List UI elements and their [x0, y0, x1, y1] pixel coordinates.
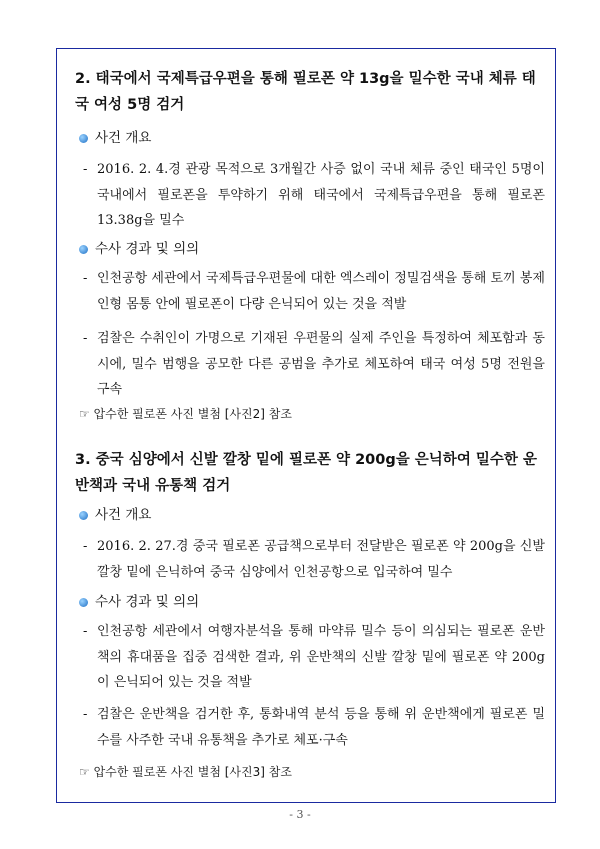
bullet-icon	[79, 134, 88, 143]
section-3-overview-label: 사건 개요	[79, 505, 151, 525]
section-3-overview-item: - 2016. 2. 27.경 중국 필로폰 공급책으로부터 전달받은 필로폰 약 200g을 신발 깔창 밑에 은닉하여 중국 심양에서 인천공항으로 입국하여 밀수	[83, 539, 545, 580]
bullet-icon	[79, 245, 88, 254]
section-2-investigation-item-2: - 검찰은 수취인이 가명으로 기재된 우편물의 실제 주인을 특정하여 체포함과 동시에, 밀수 범행을 공모한 다른 공범을 추가로 체포하여 태국 여성 5명 전원을 구속	[83, 331, 545, 397]
bullet-icon	[79, 598, 88, 607]
section-3-heading: 3. 중국 심양에서 신발 깔창 밑에 필로폰 약 200g을 은닉하여 밀수한 운반책과 국내 유통책 검거	[75, 452, 537, 494]
section-3-investigation-item-2: - 검찰은 운반책을 검거한 후, 통화내역 분석 등을 통해 위 운반책에게 필로폰 밀수를 사주한 국내 유통책을 추가로 체포·구속	[83, 707, 545, 748]
page-number: - 3 -	[289, 808, 311, 821]
section-2-overview-item: - 2016. 2. 4.경 관광 목적으로 3개월간 사증 없이 국내 체류 중인 태국인 5명이 국내에서 필로폰을 투약하기 위해 태국에서 국제특급우편을 통해 필로폰 13.38g을 밀수	[83, 162, 545, 228]
bullet-icon	[79, 511, 88, 520]
section-3-photo-note: ☞ 압수한 필로폰 사진 별첨 [사진3] 참조	[79, 765, 292, 779]
section-2-overview-label: 사건 개요	[79, 128, 151, 148]
section-3-investigation-item-1: - 인천공항 세관에서 여행자분석을 통해 마약류 밀수 등이 의심되는 필로폰 운반책의 휴대품을 집중 검색한 결과, 위 운반책의 신발 깔창 밑에 필로폰 약 200g이 은닉되어 있는 것을 적발	[83, 624, 545, 690]
section-2-investigation-label: 수사 경과 및 의의	[79, 239, 199, 259]
section-3-investigation-label: 수사 경과 및 의의	[79, 592, 199, 612]
section-2-heading: 2. 태국에서 국제특급우편을 통해 필로폰 약 13g을 밀수한 국내 체류 태국 여성 5명 검거	[75, 71, 536, 113]
section-2-photo-note: ☞ 압수한 필로폰 사진 별첨 [사진2] 참조	[79, 407, 292, 421]
section-2-investigation-item-1: - 인천공항 세관에서 국제특급우편물에 대한 엑스레이 정밀검색을 통해 토끼 봉제인형 몸통 안에 필로폰이 다량 은닉되어 있는 것을 적발	[83, 271, 545, 312]
